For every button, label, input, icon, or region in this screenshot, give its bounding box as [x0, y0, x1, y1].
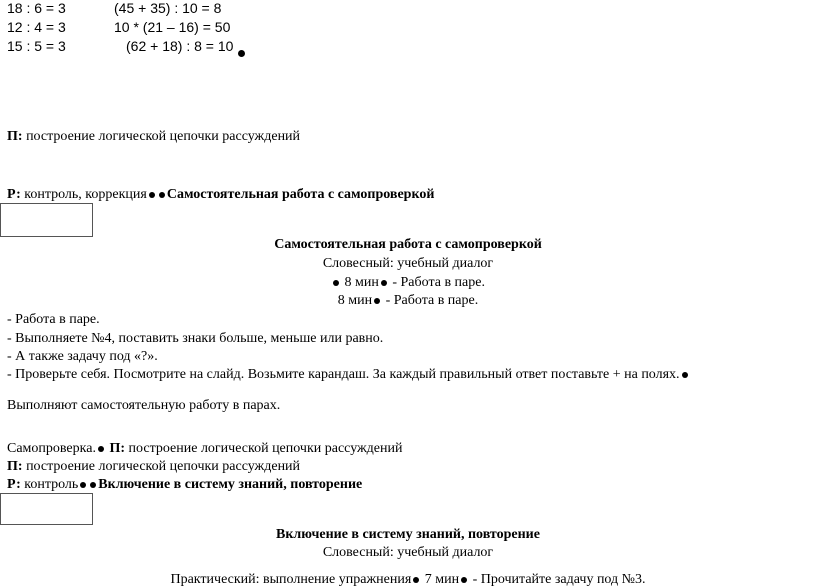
p-text: построение логической цепочки рассуждений — [125, 441, 403, 456]
section-title: Самостоятельная работа с самопроверкой — [274, 237, 542, 252]
r-bold-text: Самостоятельная работа с самопроверкой — [166, 187, 435, 202]
method-text: Словесный: учебный диалог — [322, 256, 494, 271]
bullet-icon — [381, 280, 387, 286]
practical-text: Практический: выполнение упражнения — [170, 572, 412, 587]
r-text: контроль, коррекция — [20, 187, 147, 202]
equation-left-1: 18 : 6 = 3 — [7, 0, 66, 16]
r-text: контроль — [20, 477, 79, 492]
bullet-icon — [333, 280, 339, 286]
bullet-icon — [413, 577, 419, 583]
r-label: Р: — [7, 477, 21, 492]
bullet-icon — [159, 192, 165, 198]
time-value: 7 мин — [424, 572, 460, 587]
p-text: построение логической цепочки рассуждений — [22, 459, 301, 474]
time-desc: - Работа в паре. — [382, 293, 479, 308]
bullet-icon — [374, 298, 380, 304]
p-label: П: — [109, 441, 126, 456]
bullet-icon — [682, 372, 688, 378]
p-text: построение логической цепочки рассуждений — [22, 129, 301, 144]
r-line-2 — [7, 477, 362, 493]
student-action: Выполняют самостоятельную работу в парах. — [7, 398, 281, 413]
equation-right-1: (45 + 35) : 10 = 8 — [114, 0, 222, 16]
p-label: П: — [7, 129, 23, 144]
practical-desc: - Прочитайте задачу под №3. — [469, 572, 646, 587]
time-line-2 — [0, 293, 816, 309]
section-title: Включение в систему знаний, повторение — [276, 527, 540, 542]
equation-right-3: (62 + 18) : 8 = 10 — [126, 38, 234, 54]
task-item: - Работа в паре. — [7, 312, 100, 327]
equation-left-3: 15 : 5 = 3 — [7, 38, 66, 54]
bullet-icon — [80, 482, 86, 488]
time-value: 8 мин — [337, 293, 373, 308]
equation-right-2: 10 * (21 – 16) = 50 — [114, 19, 231, 35]
bullet-icon — [149, 192, 155, 198]
r-line-1 — [7, 187, 434, 203]
self-check-line — [7, 441, 403, 457]
time-line-1 — [0, 275, 816, 291]
time-value: 8 мин — [344, 275, 379, 290]
bullet-icon — [98, 446, 104, 452]
time-desc: - Работа в паре. — [388, 275, 485, 290]
task-item-last — [7, 367, 690, 383]
task-item: - Проверьте себя. Посмотрите на слайд. Возьмите карандаш. За каждый правильный ответ поставьте + на полях. — [7, 367, 680, 382]
task-item: - А также задачу под «?». — [7, 349, 158, 364]
p-line-2 — [7, 459, 300, 475]
p-label: П: — [7, 459, 23, 474]
r-label: Р: — [7, 187, 21, 202]
self-check-text: Самопроверка. — [7, 441, 96, 456]
r-bold-text: Включение в систему знаний, повторение — [98, 477, 363, 492]
practical-line — [0, 572, 816, 588]
bullet-icon — [90, 482, 96, 488]
empty-text-box — [0, 493, 93, 525]
equation-left-2: 12 : 4 = 3 — [7, 19, 66, 35]
empty-text-box — [0, 203, 93, 237]
method-text: Словесный: учебный диалог — [322, 545, 494, 560]
bullet-icon — [461, 577, 467, 583]
p-line-1 — [7, 129, 300, 145]
bullet-icon — [238, 46, 245, 62]
task-item: - Выполняете №4, поставить знаки больше, меньше или равно. — [7, 331, 384, 346]
